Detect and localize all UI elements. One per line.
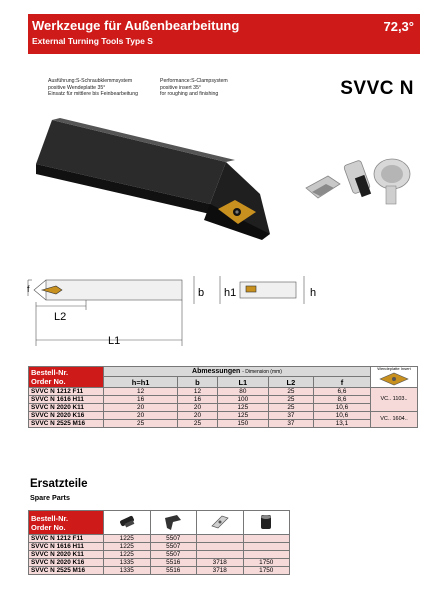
dim-h: h [310,287,317,299]
clamp-column [150,511,197,535]
row-code: SVVC N 2525 M16 [29,420,104,428]
row-code: SVVC N 2020 K11 [29,551,104,559]
row-code: SVVC N 2020 K11 [29,404,104,412]
table-row [29,396,418,404]
screw-column [104,511,151,535]
desc-en-line: for roughing and finishing [160,91,219,98]
cell-h: 25 [104,420,178,428]
cell-l1: 150 [217,420,268,428]
table-row [29,404,418,412]
insert-header-label: Wendeplatte Insert [377,366,411,371]
cell-l1: 80 [217,388,268,396]
spare-parts-table [28,510,290,575]
cell-f: 13,1 [313,420,370,428]
cell-h: 12 [104,388,178,396]
cell-l1: 125 [217,404,268,412]
cell-l2: 37 [268,412,313,420]
cell-h: 20 [104,412,178,420]
dims-label-en: - Dimension (mm) [242,368,282,375]
dimension-table [28,366,418,428]
row-code: SVVC N 1616 H11 [29,396,104,404]
cell-key: 1750 [243,567,290,575]
cell-b: 20 [178,404,218,412]
tool-holder-image [30,112,280,240]
cell-l2: 25 [268,404,313,412]
table-row [29,567,290,575]
cell-seat [197,543,244,551]
key-icon [254,512,278,532]
key-column [243,511,290,535]
cell-seat [197,535,244,543]
cell-seat [197,551,244,559]
table-row [29,388,418,396]
table-row [29,551,290,559]
cell-screw: 1225 [104,543,151,551]
dimension-drawing [28,262,328,358]
table-row [29,420,418,428]
cell-seat: 3718 [197,559,244,567]
cell-f: 8,6 [313,396,370,404]
cell-f: 10,6 [313,404,370,412]
row-code: SVVC N 1212 F11 [29,388,104,396]
dim-f: f [27,284,30,294]
insert-group: VC.. 1604.. [371,412,418,428]
cell-l2: 25 [268,388,313,396]
insert-icon [378,372,410,386]
desc-de-line: positive Wendeplatte 35° [48,84,106,91]
row-code: SVVC N 1616 H11 [29,543,104,551]
cell-key [243,551,290,559]
spare-order-label-de: Bestell-Nr. [31,513,69,523]
order-label-de: Bestell-Nr. [31,368,69,377]
cell-key [243,543,290,551]
cell-key: 1750 [243,559,290,567]
description-en [160,78,228,98]
col-h: h=h1 [104,377,178,388]
cell-clamp: 5507 [150,551,197,559]
dim-b: b [198,287,205,299]
col-l1: L1 [217,377,268,388]
row-code: SVVC N 2525 M16 [29,567,104,575]
desc-en-line: Performance:S-Clampsystem [160,78,228,84]
dim-h1: h1 [224,287,237,299]
cell-clamp: 5507 [150,535,197,543]
clamp-icon [161,512,185,532]
col-f: f [313,377,370,388]
cell-l2: 37 [268,420,313,428]
insert-header [371,367,418,388]
cell-key [243,535,290,543]
insert-seat-column [197,511,244,535]
table-row [29,412,418,420]
cell-screw: 1335 [104,567,151,575]
insert-seat-icon [208,512,232,532]
col-b: b [178,377,218,388]
page-title: Werkzeuge für Außenbearbeitung [32,18,240,33]
desc-de-line: Einsatz für mittlere bis Feinbearbeitung [48,91,138,98]
cell-clamp: 5516 [150,567,197,575]
model-code: SVVC N [340,78,414,99]
spare-parts-subtitle: Spare Parts [30,493,70,502]
cell-f: 10,6 [313,412,370,420]
cell-b: 25 [178,420,218,428]
desc-de-line: Ausführung:S-Schraubklemmsystem [48,78,133,84]
cell-screw: 1225 [104,535,151,543]
table-row [29,559,290,567]
cell-screw: 1335 [104,559,151,567]
col-l2: L2 [268,377,313,388]
cell-clamp: 5507 [150,543,197,551]
insert-group: VC.. 1103.. [371,388,418,412]
cell-screw: 1225 [104,551,151,559]
row-code: SVVC N 2020 K16 [29,559,104,567]
cell-b: 20 [178,412,218,420]
description-de [48,78,138,98]
table-row [29,543,290,551]
row-code: SVVC N 2020 K16 [29,412,104,420]
spare-parts-title: Ersatzteile [30,478,88,490]
cell-l1: 100 [217,396,268,404]
dimension-header [104,367,371,377]
cell-b: 12 [178,388,218,396]
spare-order-label-en: Order No. [31,522,66,532]
cell-h: 16 [104,396,178,404]
order-label-en: Order No. [31,377,66,386]
cell-l1: 125 [217,412,268,420]
cell-b: 16 [178,396,218,404]
insert-parts-image [300,148,416,212]
dim-l1: L1 [108,335,121,347]
angle-label: 72,3° [383,19,414,34]
header-band [28,14,420,54]
cell-f: 6,6 [313,388,370,396]
cell-h: 20 [104,404,178,412]
table-row [29,535,290,543]
desc-en-line: positive insert 35° [160,84,202,91]
page-subtitle: External Turning Tools Type S [32,36,153,46]
cell-l2: 25 [268,396,313,404]
dims-label-de: Abmessungen [192,367,241,375]
cell-seat: 3718 [197,567,244,575]
cell-clamp: 5516 [150,559,197,567]
row-code: SVVC N 1212 F11 [29,535,104,543]
screw-icon [115,512,139,532]
dim-l2: L2 [54,311,67,323]
